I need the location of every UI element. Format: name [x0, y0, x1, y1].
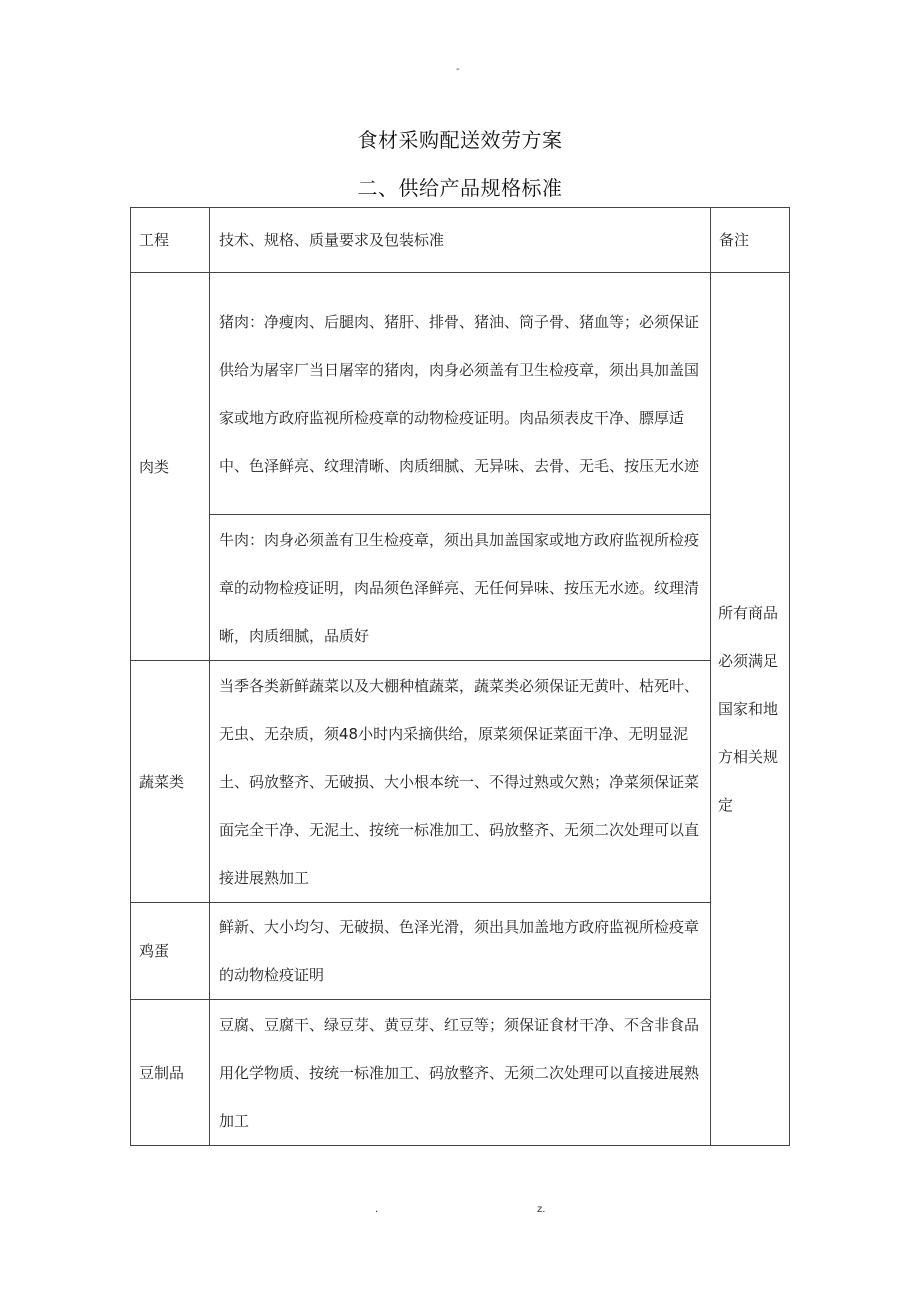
- category-vegetables: 蔬菜类: [131, 661, 210, 903]
- spec-vegetables: 当季各类新鲜蔬菜以及大棚种植蔬菜，蔬菜类必须保证无黄叶、枯死叶、无虫、无杂质，须48小时内采摘供给，原菜须保证菜面干净、无明显泥土、码放整齐、无破损、大小根本统一、不得过熟或欠熟；净菜须保证菜面完全干净、无泥土、按统一标准加工、码放整齐、无须二次处理可以直接进展熟加工: [210, 661, 711, 903]
- spec-eggs: 鲜新、大小均匀、无破损、色泽光滑，须出具加盖地方政府监视所检疫章的动物检疫证明: [210, 903, 711, 1000]
- table-header-row: [131, 208, 790, 273]
- spec-beef: 牛肉：肉身必须盖有卫生检疫章，须出具加盖国家或地方政府监视所检疫章的动物检疫证明，肉品须色泽鲜亮、无任何异味、按压无水迹。纹理清晰，肉质细腻，品质好: [210, 515, 711, 661]
- table-row: [131, 903, 790, 1000]
- section-title: 二、供给产品规格标准: [357, 176, 563, 200]
- footer-left-mark: .: [375, 1204, 379, 1215]
- footer-right-mark: z.: [537, 1204, 546, 1215]
- category-eggs: 鸡蛋: [131, 903, 210, 1000]
- note-cell: 所有商品必须满足国家和地方相关规定: [711, 273, 790, 1146]
- category-meat: 肉类: [131, 273, 210, 661]
- page-top-mark: -: [456, 64, 460, 75]
- table-row: [131, 1000, 790, 1146]
- table-row: [131, 515, 790, 661]
- spec-pork: 猪肉：净瘦肉、后腿肉、猪肝、排骨、猪油、筒子骨、猪血等；必须保证供给为屠宰厂当日屠宰的猪肉，肉身必须盖有卫生检疫章，须出具加盖国家或地方政府监视所检疫章的动物检疫证明。肉品须表皮干净、膘厚适中、色泽鲜亮、纹理清晰、肉质细腻、无异味、去骨、无毛、按压无水迹: [210, 273, 711, 515]
- header-project: 工程: [131, 208, 210, 273]
- spec-table: [130, 207, 790, 1146]
- table-row: [131, 661, 790, 903]
- spec-soy: 豆腐、豆腐干、绿豆芽、黄豆芽、红豆等；须保证食材干净、不含非食品用化学物质、按统一标准加工、码放整齐、无须二次处理可以直接进展熟加工: [210, 1000, 711, 1146]
- table-row: [131, 273, 790, 515]
- category-soy: 豆制品: [131, 1000, 210, 1146]
- header-spec: 技术、规格、质量要求及包装标准: [210, 208, 711, 273]
- document-title: 食材采购配送效劳方案: [357, 128, 563, 152]
- header-note: 备注: [711, 208, 790, 273]
